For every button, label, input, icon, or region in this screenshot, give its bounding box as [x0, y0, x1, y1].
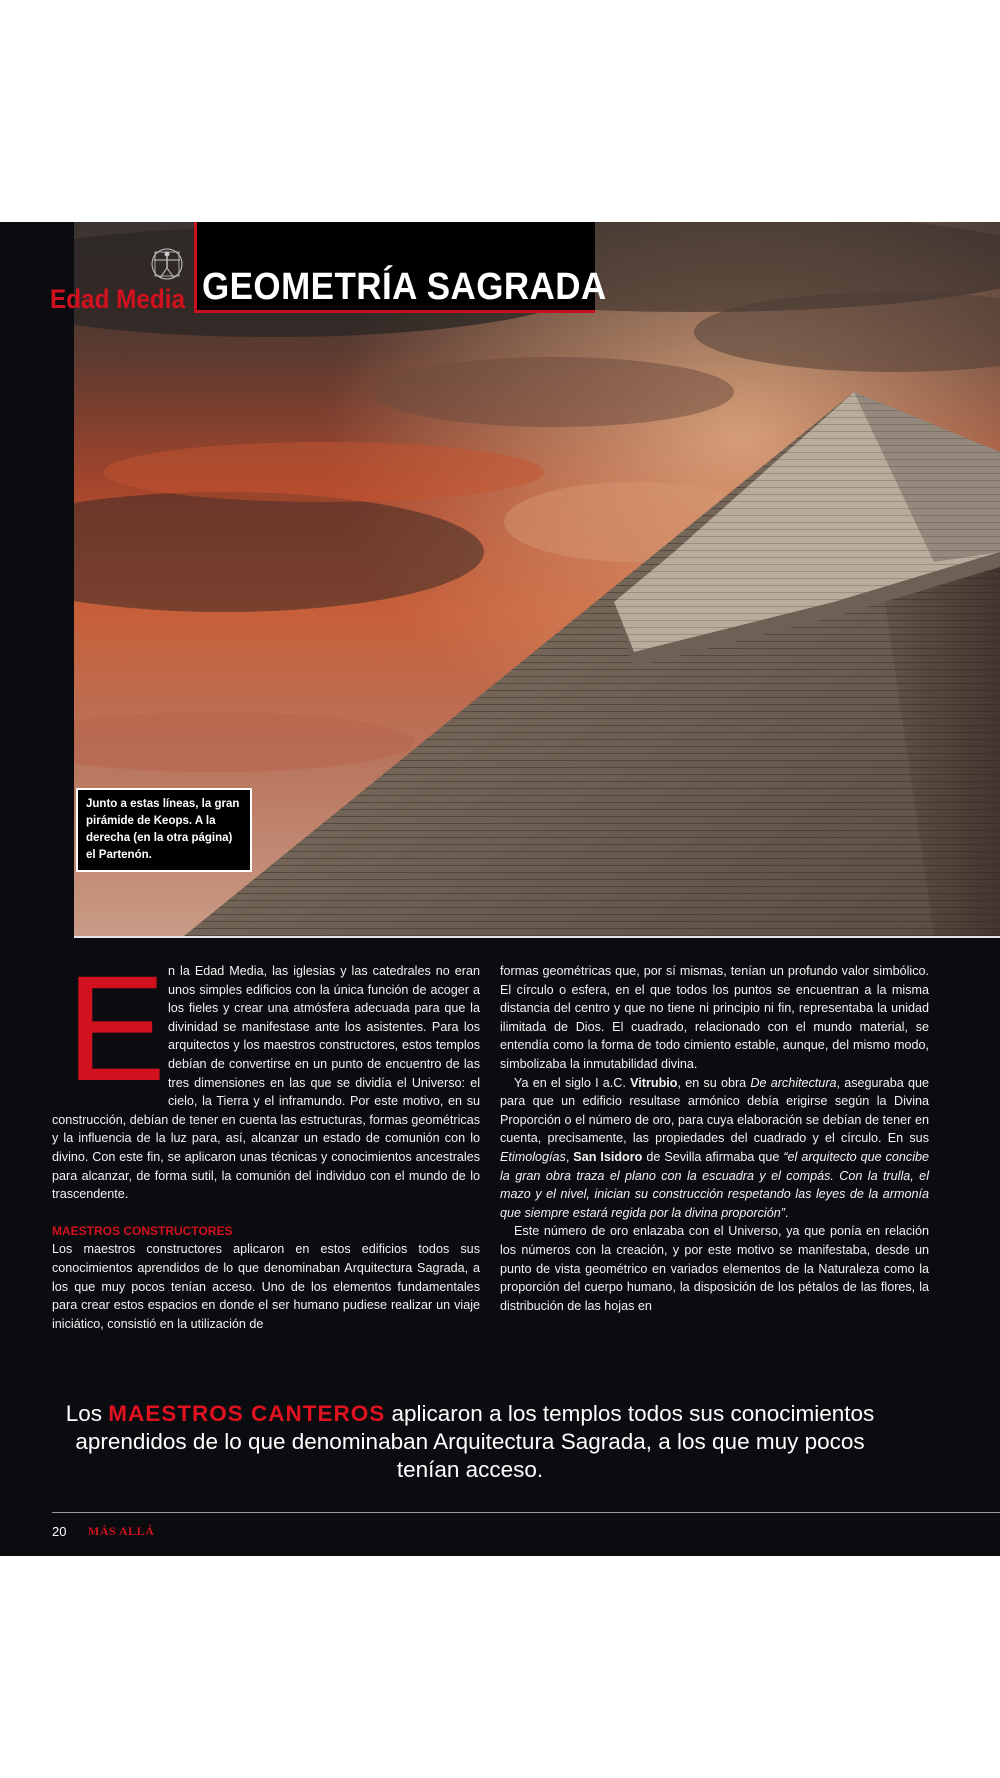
footer-divider	[52, 1512, 1000, 1513]
article-column-1	[52, 944, 480, 1333]
article-paragraph: Los maestros constructores aplicaron en estos edificios todos sus conocimientos aprendidos de lo que denominaban Arquitectura Sagrada, a los que muy pocos tenían acceso. Uno de los elementos fundamentales para crear estos espacios en donde el ser humano pudiese realizar un viaje iniciático, consistió en la utilización de	[52, 1242, 480, 1331]
photo-caption: Junto a estas líneas, la gran pirámide de Keops. A la derecha (en la otra página) el Partenón.	[76, 788, 252, 872]
text-run: de Sevilla afirmaba que	[642, 1149, 784, 1164]
article-paragraph: n la Edad Media, las iglesias y las catedrales no eran unos simples edificios con la única función de acoger a los fieles y crear una atmósfera adecuada para que la divinidad se manifestase ante los asistentes. Para los arquitectos y los maestros constructores, estos templos debían de convertirse en un punto de encuentro de las tres dimensiones en las que se dividía el Universo: el cielo, la Tierra y el inframundo. Por este motivo, en su construcción, debían de tener en cuenta las estructuras, formas geométricas y la influencia de la luz para, así, alcanzar un estado de comunión con lo divino. Con este fin, se aplicaron unas técnicas y conocimientos ancestrales para alcanzar, de forma sutil, la comunión del individuo con el mundo de lo trascendente.	[52, 964, 480, 1202]
drop-cap: E	[66, 944, 167, 1112]
page-number: 20	[52, 1524, 67, 1539]
pull-quote-text: aplicaron a los templos todos sus conocimientos aprendidos de lo que denominaban Arquitectura Sagrada, a los que muy pocos tenían acceso.	[75, 1401, 875, 1482]
pull-quote-highlight: MAESTROS CANTEROS	[108, 1401, 386, 1426]
page-title: GEOMETRÍA SAGRADA	[202, 266, 607, 308]
article-paragraph: formas geométricas que, por sí mismas, tenían un profundo valor simbólico. El círculo o esfera, en el que todos los puntos se encuentran a la misma distancia del centro y que no tiene ni principio ni fin, representaba la unidad ilimitada de Dios. El cuadrado, relacionado con el mundo material, se entendía como la forma de todo cimiento estable, aunque, del mismo modo, simbolizaba la inmutabilidad divina.	[500, 964, 929, 1071]
pull-quote	[60, 1400, 880, 1484]
magazine-name: MÁS ALLÁ	[88, 1524, 155, 1538]
text-run: Ya en el siglo I a.C.	[514, 1075, 631, 1090]
article-paragraph	[500, 1074, 929, 1223]
pull-quote-text: Los	[65, 1401, 109, 1426]
name-vitrubio: Vitrubio	[630, 1075, 678, 1090]
text-run: .	[784, 1205, 789, 1220]
vitruvian-man-icon	[150, 246, 184, 282]
work-title: De architectura	[750, 1075, 837, 1090]
section-label: Edad Media	[50, 284, 186, 314]
name-san-isidoro: San Isidoro	[573, 1149, 643, 1164]
subheading: MAESTROS CONSTRUCTORES	[52, 1223, 233, 1238]
work-title: Etimologías	[500, 1149, 566, 1164]
magazine-page	[0, 222, 1000, 1556]
article-paragraph: Este número de oro enlazaba con el Universo, ya que ponía en relación los números con la creación, y por este motivo se manifestaba, desde un punto de vista geométrico en variados elementos de la Naturaleza como la proporción del cuerpo humano, la disposición de los pétalos de las flores, la distribución de las hojas en	[500, 1224, 929, 1313]
article-column-2	[500, 962, 929, 1315]
inline-quote: “el arquitecto que concibe la gran obra traza el plano con la escuadra y el compás. Con la trulla, el mazo y el nivel, inician su construcción respetando las leyes de la armonía que siempre estará regida por la divina proporción”	[500, 1149, 930, 1220]
text-run: ,	[565, 1149, 574, 1164]
text-run: , en su obra	[677, 1075, 751, 1090]
text-run: , aseguraba que para que un edificio resultase armónico debía erigirse según la Divina Proporción o el número de oro, para cuya elaboración se debían de tener en cuenta, precisamente, las propiedades del cuadrado y el círculo. En sus	[500, 1075, 929, 1146]
